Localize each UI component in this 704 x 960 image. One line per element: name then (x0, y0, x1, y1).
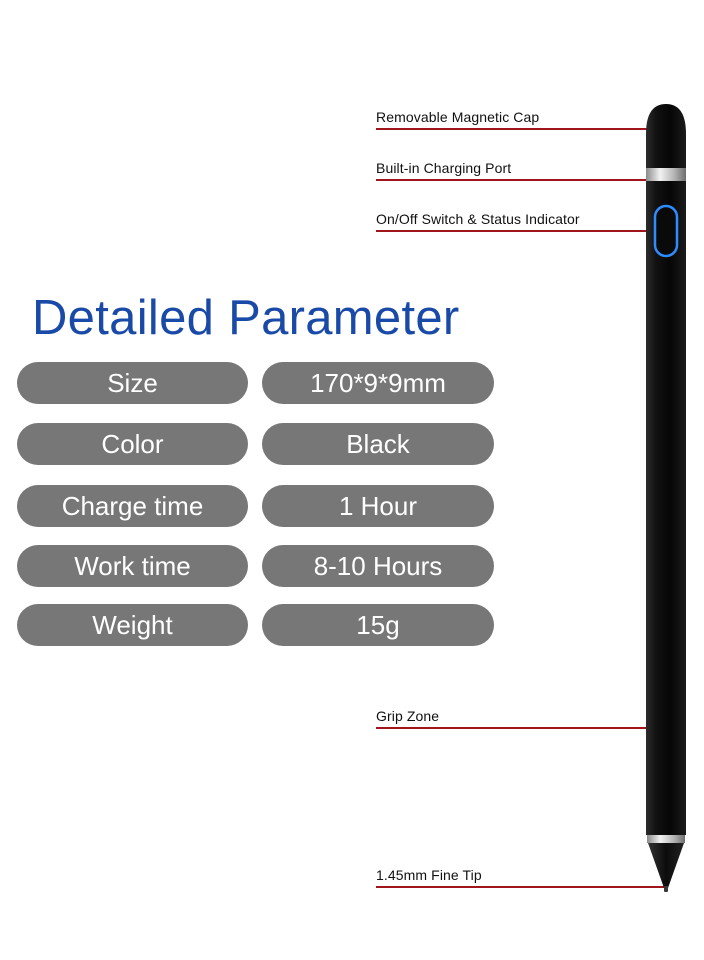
callout-line-switch (376, 230, 656, 232)
param-row-color (17, 423, 497, 465)
param-row-work-time (17, 545, 497, 587)
param-row-size (17, 362, 497, 404)
callout-line-charging-port (376, 179, 658, 181)
param-value-weight: 15g (262, 604, 494, 646)
callout-line-tip (376, 886, 666, 888)
param-value-work-time: 8-10 Hours (262, 545, 494, 587)
param-value-color: Black (262, 423, 494, 465)
param-value-charge-time: 1 Hour (262, 485, 494, 527)
param-value-size: 170*9*9mm (262, 362, 494, 404)
callout-built-in-charging-port: Built-in Charging Port (376, 160, 512, 176)
callout-fine-tip: 1.45mm Fine Tip (376, 867, 482, 883)
param-name-charge-time: Charge time (17, 485, 248, 527)
stylus-switch-indicator (655, 206, 677, 256)
stylus-pen-illustration (640, 100, 692, 900)
callout-grip-zone: Grip Zone (376, 708, 440, 724)
callout-on-off-switch: On/Off Switch & Status Indicator (376, 211, 580, 227)
stylus-tip-point (664, 886, 668, 892)
stylus-cap (646, 104, 686, 168)
param-name-work-time: Work time (17, 545, 248, 587)
callout-line-grip (376, 727, 652, 729)
stylus-charging-ring (646, 168, 686, 181)
param-name-size: Size (17, 362, 248, 404)
stylus-fine-tip (648, 843, 684, 888)
stylus-body (646, 181, 686, 835)
page-title: Detailed Parameter (32, 291, 460, 345)
callout-line-cap (376, 128, 656, 130)
param-name-color: Color (17, 423, 248, 465)
callout-removable-magnetic-cap: Removable Magnetic Cap (376, 109, 540, 125)
stylus-tip-ring (647, 835, 685, 843)
param-row-charge-time (17, 485, 497, 527)
param-row-weight (17, 604, 497, 646)
param-name-weight: Weight (17, 604, 248, 646)
